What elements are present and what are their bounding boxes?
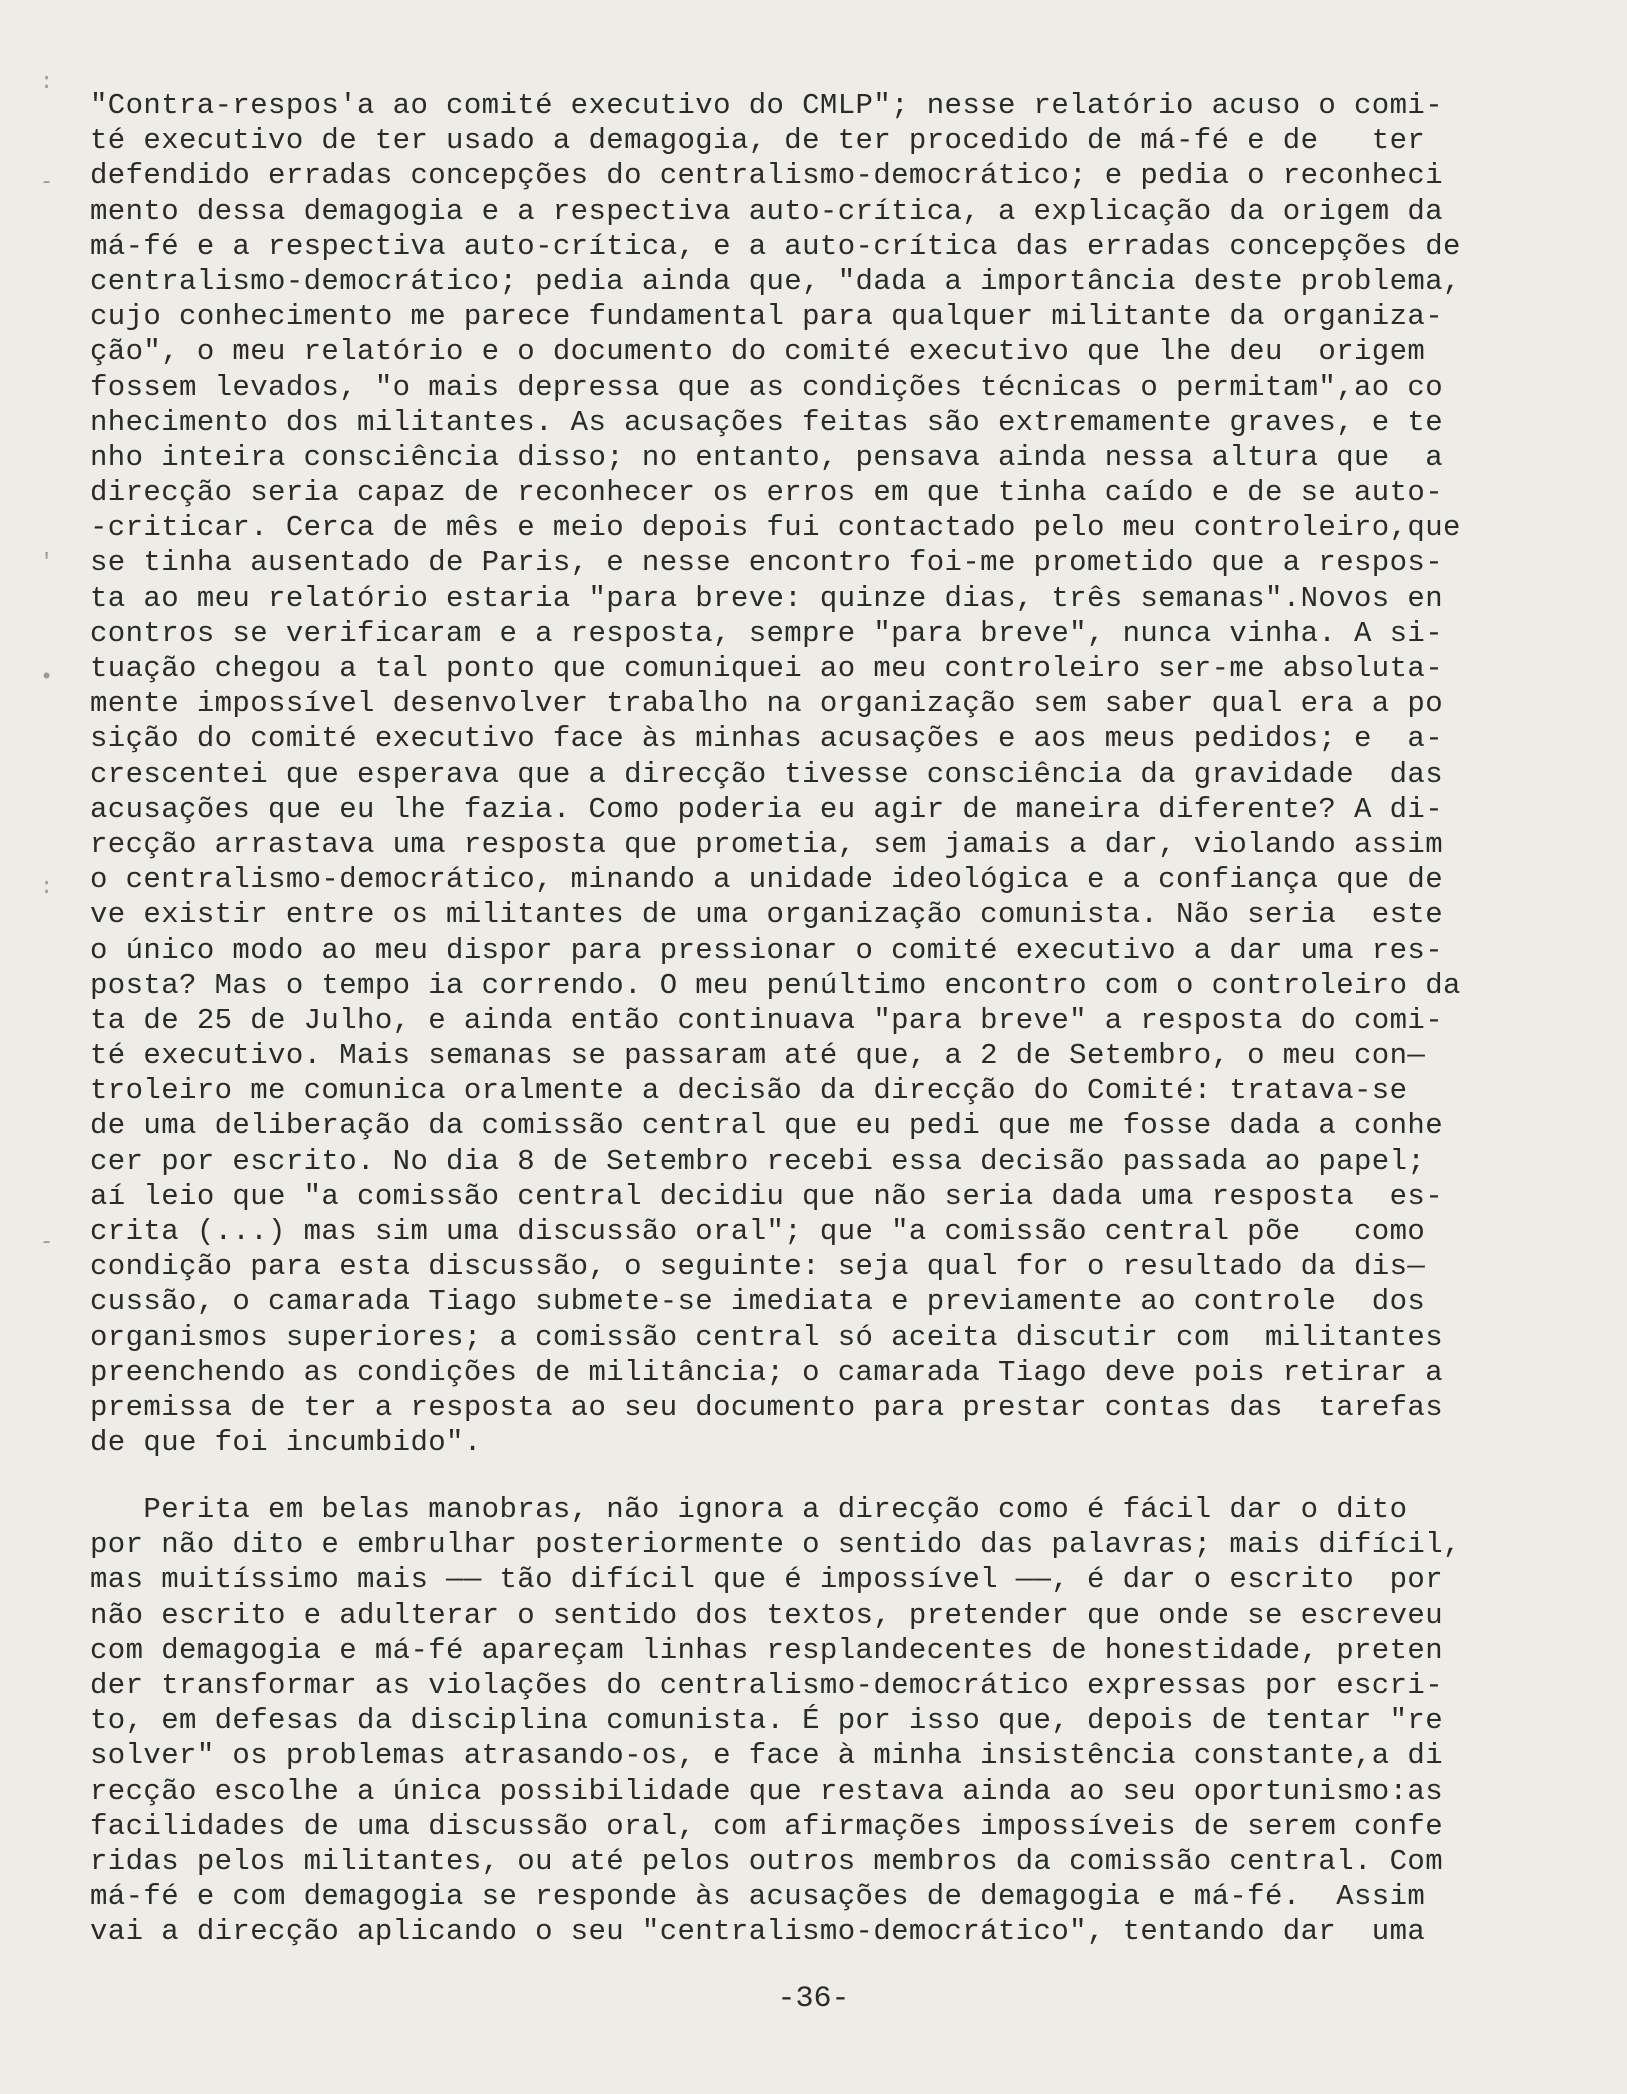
text-line: facilidades de uma discussão oral, com afirmações impossíveis de serem confe: [90, 1809, 1444, 1843]
text-line: té executivo de ter usado a demagogia, de ter procedido de má-fé e de ter: [90, 124, 1426, 158]
text-line: centralismo-democrático; pedia ainda que, "dada a importância deste problema,: [90, 264, 1461, 298]
text-line: té executivo. Mais semanas se passaram até que, a 2 de Setembro, o meu con—: [90, 1039, 1426, 1073]
margin-mark: -: [40, 1230, 54, 1255]
text-line: mento dessa demagogia e a respectiva auto-crítica, a explicação da origem da: [90, 194, 1444, 228]
text-line: o centralismo-democrático, minando a unidade ideológica e a confiança que de: [90, 863, 1444, 897]
margin-mark: -: [40, 170, 54, 195]
text-line: aí leio que "a comissão central decidiu que não seria dada uma resposta es-: [90, 1179, 1444, 1213]
text-line: "Contra-respos'a ao comité executivo do CMLP"; nesse relatório acuso o comi-: [90, 89, 1444, 122]
text-line: organismos superiores; a comissão central só aceita discutir com militantes: [90, 1320, 1444, 1354]
paragraph-2: [90, 1492, 1590, 1949]
text-line: -criticar. Cerca de mês e meio depois fui contactado pelo meu controleiro,que: [90, 511, 1461, 545]
text-line: nhecimento dos militantes. As acusações feitas são extremamente graves, e te: [90, 405, 1444, 439]
text-line: direcção seria capaz de reconhecer os erros em que tinha caído e de se auto-: [90, 476, 1444, 510]
text-line: nho inteira consciência disso; no entanto, pensava ainda nessa altura que a: [90, 440, 1444, 474]
text-line: cussão, o camarada Tiago submete-se imediata e previamente ao controle dos: [90, 1285, 1426, 1319]
margin-mark: •: [40, 665, 54, 690]
text-line: contros se verificaram e a resposta, sempre "para breve", nunca vinha. A si-: [90, 616, 1444, 650]
text-line: solver" os problemas atrasando-os, e face à minha insistência constante,a di: [90, 1739, 1444, 1773]
text-line: recção arrastava uma resposta que prometia, sem jamais a dar, violando assim: [90, 827, 1444, 861]
text-line: Perita em belas manobras, não ignora a direcção como é fácil dar o dito: [90, 1493, 1408, 1526]
text-line: vai a direcção aplicando o seu "centralismo-democrático", tentando dar uma: [90, 1915, 1426, 1949]
text-line: ção", o meu relatório e o documento do comité executivo que lhe deu origem: [90, 335, 1426, 369]
text-line: condição para esta discussão, o seguinte: seja qual for o resultado da dis—: [90, 1250, 1426, 1284]
text-line: to, em defesas da disciplina comunista. É por isso que, depois de tentar "re: [90, 1704, 1444, 1738]
text-line: premissa de ter a resposta ao seu documento para prestar contas das tarefas: [90, 1390, 1444, 1424]
margin-mark: ': [40, 550, 54, 575]
text-line: o único modo ao meu dispor para pressionar o comité executivo a dar uma res-: [90, 933, 1444, 967]
text-line: ta de 25 de Julho, e ainda então continuava "para breve" a resposta do comi-: [90, 1003, 1444, 1037]
text-line: troleiro me comunica oralmente a decisão da direcção do Comité: tratava-se: [90, 1074, 1408, 1108]
text-line: der transformar as violações do centralismo-democrático expressas por escri-: [90, 1668, 1444, 1702]
text-line: não escrito e adulterar o sentido dos textos, pretender que onde se escreveu: [90, 1598, 1444, 1632]
text-line: má-fé e com demagogia se responde às acusações de demagogia e má-fé. Assim: [90, 1880, 1426, 1914]
text-line: ridas pelos militantes, ou até pelos outros membros da comissão central. Com: [90, 1844, 1444, 1878]
text-line: ve existir entre os militantes de uma organização comunista. Não seria este: [90, 898, 1444, 932]
text-line: por não dito e embrulhar posteriormente o sentido das palavras; mais difícil,: [90, 1528, 1461, 1562]
text-line: tuação chegou a tal ponto que comuniquei ao meu controleiro ser-me absoluta-: [90, 652, 1444, 685]
text-line: cujo conhecimento me parece fundamental para qualquer militante da organiza-: [90, 300, 1444, 334]
margin-mark: :: [40, 875, 54, 900]
text-line: preenchendo as condições de militância; o camarada Tiago deve pois retirar a: [90, 1355, 1444, 1389]
text-line: acusações que eu lhe fazia. Como poderia eu agir de maneira diferente? A di-: [90, 792, 1444, 826]
text-line: de uma deliberação da comissão central que eu pedi que me fosse dada a conhe: [90, 1109, 1444, 1143]
text-line: má-fé e a respectiva auto-crítica, e a auto-crítica das erradas concepções de: [90, 229, 1461, 263]
text-line: cer por escrito. No dia 8 de Setembro recebi essa decisão passada ao papel;: [90, 1144, 1426, 1178]
text-line: mas muitíssimo mais —— tão difícil que é impossível ——, é dar o escrito por: [90, 1563, 1444, 1597]
text-line: recção escolhe a única possibilidade que restava ainda ao seu oportunismo:as: [90, 1774, 1444, 1808]
text-line: se tinha ausentado de Paris, e nesse encontro foi-me prometido que a respos-: [90, 546, 1444, 580]
text-line: mente impossível desenvolver trabalho na organização sem saber qual era a po: [90, 687, 1444, 721]
page-number: -36-: [777, 1982, 850, 2016]
text-line: com demagogia e má-fé apareçam linhas resplandecentes de honestidade, preten: [90, 1633, 1444, 1667]
text-line: ta ao meu relatório estaria "para breve: quinze dias, três semanas".Novos en: [90, 581, 1444, 615]
text-line: de que foi incumbido".: [90, 1426, 482, 1460]
text-line: posta? Mas o tempo ia correndo. O meu penúltimo encontro com o controleiro da: [90, 968, 1461, 1002]
text-line: sição do comité executivo face às minhas acusações e aos meus pedidos; e a-: [90, 722, 1444, 756]
text-line: fossem levados, "o mais depressa que as condições técnicas o permitam",ao co: [90, 370, 1444, 404]
text-line: defendido erradas concepções do centralismo-democrático; e pedia o reconheci: [90, 159, 1444, 193]
paragraph-1: [90, 88, 1590, 1460]
text-line: crescentei que esperava que a direcção tivesse consciência da gravidade das: [90, 757, 1444, 791]
text-line: crita (...) mas sim uma discussão oral"; que "a comissão central põe como: [90, 1215, 1426, 1248]
margin-mark: :: [40, 70, 54, 95]
